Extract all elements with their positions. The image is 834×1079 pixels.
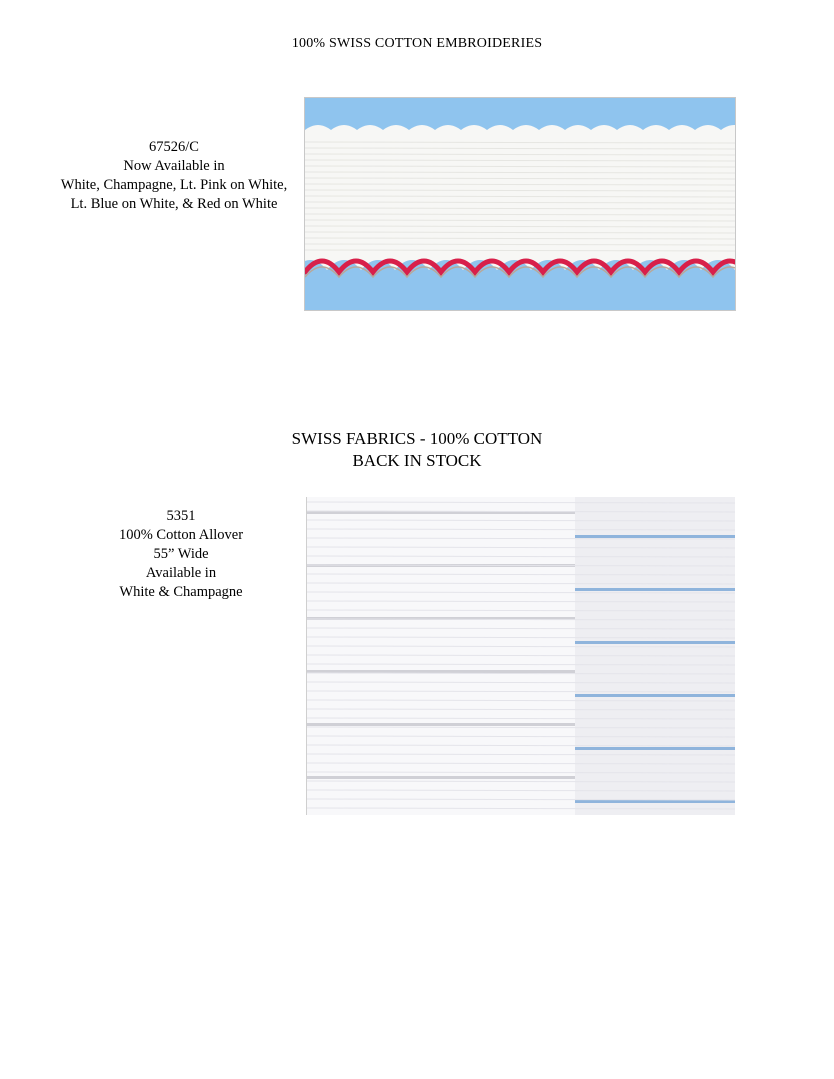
- fabric-stripe-blue: [575, 588, 735, 591]
- product-line: White & Champagne: [119, 584, 243, 600]
- product-line: White, Champagne, Lt. Pink on White,: [60, 177, 288, 193]
- striped-fabric-graphic: [307, 497, 735, 815]
- fabric-band: [305, 125, 735, 270]
- scalloped-trim-graphic: [305, 98, 735, 310]
- product-code: 67526/C: [149, 139, 199, 155]
- fabric-swatch-image: [306, 497, 735, 815]
- product-description-5351: [96, 507, 266, 602]
- section-heading-embroideries: 100% SWISS COTTON EMBROIDERIES: [291, 36, 543, 51]
- product-line: Now Available in: [123, 158, 225, 174]
- product-line: Available in: [145, 565, 217, 581]
- section-heading-fabrics: [0, 428, 834, 472]
- fabric-stripe-blue: [575, 694, 735, 697]
- fabric-stripe: [307, 776, 575, 779]
- product-description-67526: [40, 138, 308, 214]
- product-line: 100% Cotton Allover: [118, 527, 244, 543]
- embroidery-swatch-image: [304, 97, 736, 311]
- fabric-stripe-blue: [575, 641, 735, 644]
- fabric-stripe: [307, 723, 575, 726]
- fabric-stripe: [307, 670, 575, 673]
- fabric-stripe-blue: [575, 747, 735, 750]
- fabric-stripe-blue: [575, 800, 735, 803]
- heading-line: SWISS FABRICS - 100% COTTON: [291, 429, 543, 448]
- fabric-stripe-blue: [575, 535, 735, 538]
- product-code: 5351: [166, 508, 196, 524]
- product-line: 55” Wide: [153, 546, 209, 562]
- product-line: Lt. Blue on White, & Red on White: [70, 196, 278, 212]
- heading-line: BACK IN STOCK: [352, 451, 482, 470]
